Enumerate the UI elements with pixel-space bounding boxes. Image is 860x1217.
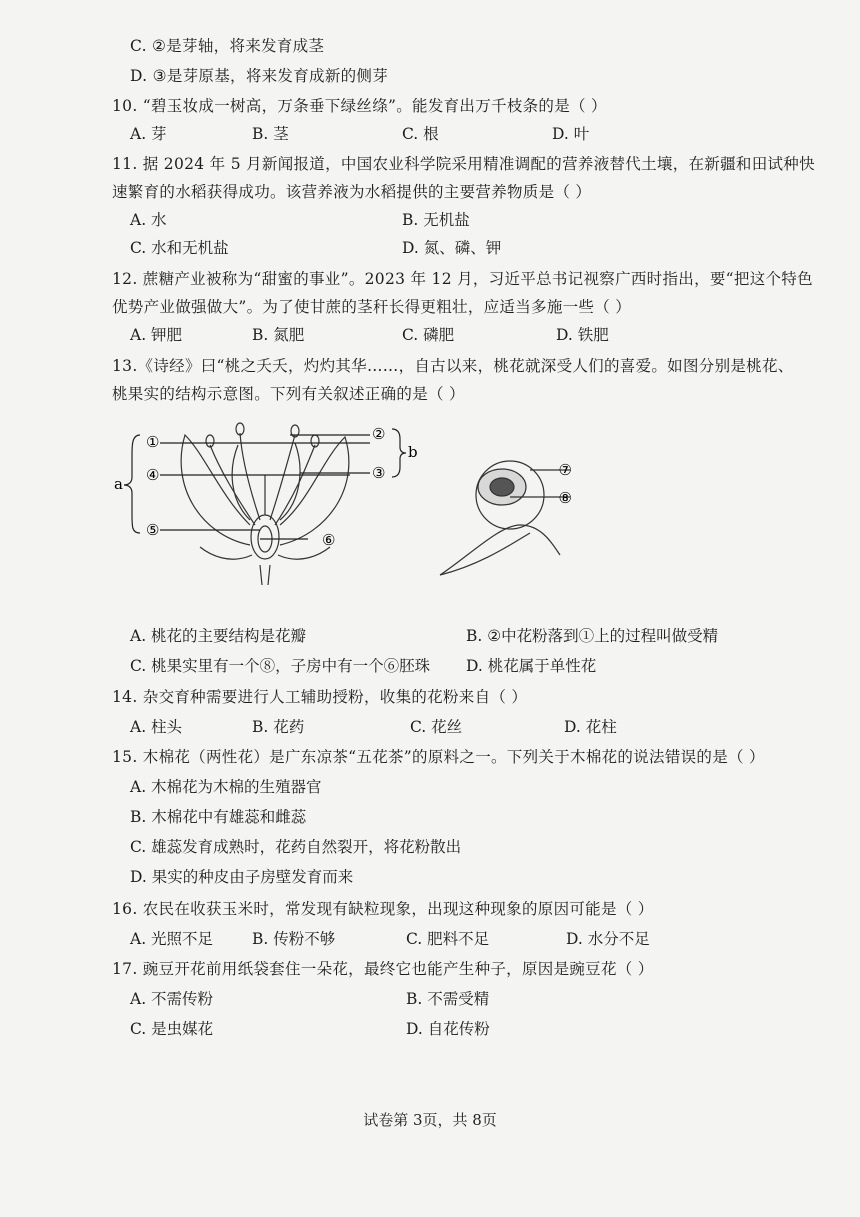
label-n4: ④ <box>146 466 160 484</box>
q11-stem-line1: 11. 据 2024 年 5 月新闻报道，中国农业科学院采用精准调配的营养液替代土壤，在新疆和田试种快 <box>112 155 815 173</box>
q14-option-b: B. 花药 <box>252 718 305 736</box>
q14-stem: 14. 杂交育种需要进行人工辅助授粉，收集的花粉来自（ ） <box>112 688 528 706</box>
q15-option-b: B. 木棉花中有雄蕊和雌蕊 <box>130 808 307 826</box>
q13-option-a: A. 桃花的主要结构是花瓣 <box>130 627 307 645</box>
q17-option-a: A. 不需传粉 <box>130 990 214 1008</box>
q16-stem: 16. 农民在收获玉米时，常发现有缺粒现象，出现这种现象的原因可能是（ ） <box>112 900 654 918</box>
q10-stem: 10. “碧玉妆成一树高，万条垂下绿丝绦”。能发育出万千枝条的是（ ） <box>112 97 607 115</box>
label-n7: ⑦ <box>558 461 572 479</box>
q12-stem-line2: 优势产业做强做大”。为了使甘蔗的茎秆长得更粗壮，应适当多施一些（ ） <box>112 298 632 316</box>
peach-structure-figure <box>110 415 580 590</box>
q15-option-d: D. 果实的种皮由子房壁发育而来 <box>130 868 354 886</box>
q11-option-c: C. 水和无机盐 <box>130 239 229 257</box>
q11-option-b: B. 无机盐 <box>402 211 470 229</box>
q13-stem-line1: 13.《诗经》曰“桃之夭夭，灼灼其华……，自古以来，桃花就深受人们的喜爱。如图分别是桃花、 <box>112 357 794 375</box>
q14-option-d: D. 花柱 <box>564 718 617 736</box>
label-n1: ① <box>146 433 160 451</box>
q10-option-a: A. 芽 <box>130 125 167 143</box>
peach-flower-drawing <box>181 423 349 585</box>
q14-option-c: C. 花丝 <box>410 718 463 736</box>
q10-option-b: B. 茎 <box>252 125 289 143</box>
q17-stem: 17. 豌豆开花前用纸袋套住一朵花，最终它也能产生种子，原因是豌豆花（ ） <box>112 960 654 978</box>
q15-stem: 15. 木棉花（两性花）是广东凉茶“五花茶”的原料之一。下列关于木棉花的说法错误的是（ ） <box>112 748 765 766</box>
q16-option-b: B. 传粉不够 <box>252 930 336 948</box>
q13-option-c: C. 桃果实里有一个⑧，子房中有一个⑥胚珠 <box>130 657 431 675</box>
q13-option-b: B. ②中花粉落到①上的过程叫做受精 <box>466 627 719 645</box>
q11-option-d: D. 氮、磷、钾 <box>402 239 502 257</box>
q15-option-a: A. 木棉花为木棉的生殖器官 <box>130 778 322 796</box>
q17-option-c: C. 是虫媒花 <box>130 1020 214 1038</box>
q16-option-c: C. 肥料不足 <box>406 930 490 948</box>
label-n2: ② <box>372 425 386 443</box>
q13-option-d: D. 桃花属于单性花 <box>466 657 597 675</box>
q16-option-a: A. 光照不足 <box>130 930 214 948</box>
label-n8: ⑧ <box>558 489 572 507</box>
peach-fruit-drawing <box>440 461 570 575</box>
q9-option-d: D. ③是芽原基，将来发育成新的侧芽 <box>130 67 389 85</box>
q9-option-c: C. ②是芽轴，将来发育成茎 <box>130 37 325 55</box>
q11-stem-line2: 速繁育的水稻获得成功。该营养液为水稻提供的主要营养物质是（ ） <box>112 183 592 201</box>
page-number-footer: 试卷第 3页，共 8页 <box>363 1111 497 1129</box>
q17-option-b: B. 不需受精 <box>406 990 490 1008</box>
label-a: a <box>114 475 123 493</box>
q16-option-d: D. 水分不足 <box>566 930 650 948</box>
label-n6: ⑥ <box>322 531 336 549</box>
q12-option-b: B. 氮肥 <box>252 326 305 344</box>
q13-stem-line2: 桃果实的结构示意图。下列有关叙述正确的是（ ） <box>112 385 465 403</box>
q10-option-d: D. 叶 <box>552 125 590 143</box>
label-b: b <box>408 443 418 461</box>
q11-option-a: A. 水 <box>130 211 167 229</box>
q10-option-c: C. 根 <box>402 125 439 143</box>
label-n5: ⑤ <box>146 521 160 539</box>
q17-option-d: D. 自花传粉 <box>406 1020 490 1038</box>
q12-stem-line1: 12. 蔗糖产业被称为“甜蜜的事业”。2023 年 12 月，习近平总书记视察广西时指出，要“把这个特色 <box>112 270 813 288</box>
q12-option-a: A. 钾肥 <box>130 326 183 344</box>
q12-option-d: D. 铁肥 <box>556 326 609 344</box>
q15-option-c: C. 雄蕊发育成熟时，花药自然裂开，将花粉散出 <box>130 838 462 856</box>
label-n3: ③ <box>372 464 386 482</box>
q14-option-a: A. 柱头 <box>130 718 183 736</box>
q12-option-c: C. 磷肥 <box>402 326 455 344</box>
